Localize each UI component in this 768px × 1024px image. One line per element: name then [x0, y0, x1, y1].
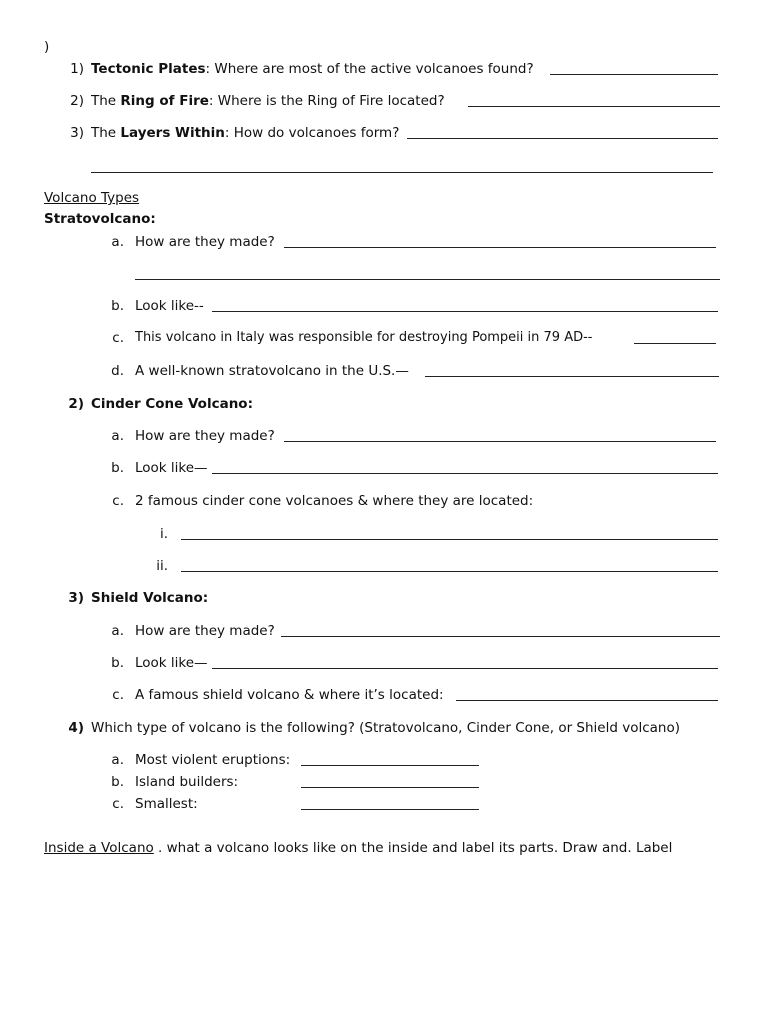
volcano-types-heading: Volcano Types	[44, 190, 140, 206]
q3-answer-line[interactable]	[407, 138, 718, 139]
cinder-a-text: How are they made?	[135, 428, 275, 444]
inside-volcano-text: . what a volcano looks like on the inside and label its parts. Draw and. Label	[153, 840, 673, 856]
q1-text: : Where are most of the active volcanoes found?	[205, 61, 534, 77]
shield-a-letter: a.	[111, 623, 124, 639]
shield-number: 3)	[68, 590, 84, 606]
strato-d-line[interactable]	[425, 376, 719, 377]
q2-text: : Where is the Ring of Fire located?	[208, 93, 445, 109]
q2-prefix: The	[91, 93, 121, 109]
cinder-ii-numeral: ii.	[156, 558, 168, 574]
shield-title: Shield Volcano:	[91, 590, 209, 606]
q3-number: 3)	[70, 125, 84, 141]
strato-c-line[interactable]	[634, 343, 716, 344]
q2-bold: Ring of Fire	[120, 93, 209, 109]
q4-c-letter: c.	[112, 796, 124, 812]
cinder-title: Cinder Cone Volcano:	[91, 396, 253, 412]
stray-paren: )	[44, 39, 50, 55]
cinder-b-line[interactable]	[212, 473, 718, 474]
cinder-b-letter: b.	[111, 460, 124, 476]
q3-text: : How do volcanoes form?	[224, 125, 400, 141]
shield-b-letter: b.	[111, 655, 124, 671]
strato-a-letter: a.	[111, 234, 124, 250]
q4-c-text: Smallest:	[135, 796, 198, 812]
q2-answer-line[interactable]	[468, 106, 720, 107]
q1-answer-line[interactable]	[550, 74, 718, 75]
shield-b-text: Look like—	[135, 655, 208, 671]
cinder-ii-line[interactable]	[181, 571, 718, 572]
strato-b-line[interactable]	[212, 311, 718, 312]
q4-b-text: Island builders:	[135, 774, 239, 790]
strato-c-letter: c.	[112, 330, 124, 346]
shield-c-letter: c.	[112, 687, 124, 703]
strato-c-text: This volcano in Italy was responsible for destroying Pompeii in 79 AD--	[135, 330, 593, 345]
cinder-a-line[interactable]	[284, 441, 716, 442]
inside-volcano-heading: Inside a Volcano	[44, 840, 154, 856]
cinder-i-line[interactable]	[181, 539, 718, 540]
q3-prefix: The	[91, 125, 121, 141]
cinder-a-letter: a.	[111, 428, 124, 444]
q1-number: 1)	[70, 61, 84, 77]
cinder-i-numeral: i.	[159, 526, 168, 542]
shield-a-line[interactable]	[281, 636, 720, 637]
q4-number: 4)	[68, 720, 84, 736]
q3-answer-line-2[interactable]	[91, 172, 713, 173]
strato-d-letter: d.	[111, 363, 124, 379]
q1-prompt	[91, 60, 534, 78]
q4-b-line[interactable]	[301, 787, 479, 788]
cinder-c-letter: c.	[112, 493, 124, 509]
strato-a-line[interactable]	[284, 247, 716, 248]
cinder-number: 2)	[68, 396, 84, 412]
strato-b-letter: b.	[111, 298, 124, 314]
q1-bold: Tectonic Plates	[91, 61, 206, 77]
strato-a-text: How are they made?	[135, 234, 275, 250]
q4-a-line[interactable]	[301, 765, 479, 766]
q2-number: 2)	[70, 93, 84, 109]
q4-c-line[interactable]	[301, 809, 479, 810]
q4-a-text: Most violent eruptions:	[135, 752, 291, 768]
cinder-c-text: 2 famous cinder cone volcanoes & where they are located:	[135, 493, 534, 509]
q2-prompt	[91, 92, 445, 110]
q4-b-letter: b.	[111, 774, 124, 790]
strato-b-text: Look like--	[135, 298, 204, 314]
shield-c-line[interactable]	[456, 700, 718, 701]
q3-bold: Layers Within	[120, 125, 225, 141]
q4-a-letter: a.	[111, 752, 124, 768]
strato-d-text: A well-known stratovolcano in the U.S.—	[135, 363, 409, 379]
inside-volcano-line	[44, 839, 672, 857]
strato-a-line-2[interactable]	[135, 279, 720, 280]
stratovolcano-title: Stratovolcano:	[44, 211, 156, 227]
shield-b-line[interactable]	[212, 668, 718, 669]
cinder-b-text: Look like—	[135, 460, 208, 476]
shield-a-text: How are they made?	[135, 623, 275, 639]
q4-text: Which type of volcano is the following? (Stratovolcano, Cinder Cone, or Shield volcano)	[91, 720, 680, 736]
shield-c-text: A famous shield volcano & where it’s located:	[135, 687, 444, 703]
q3-prompt	[91, 124, 399, 142]
